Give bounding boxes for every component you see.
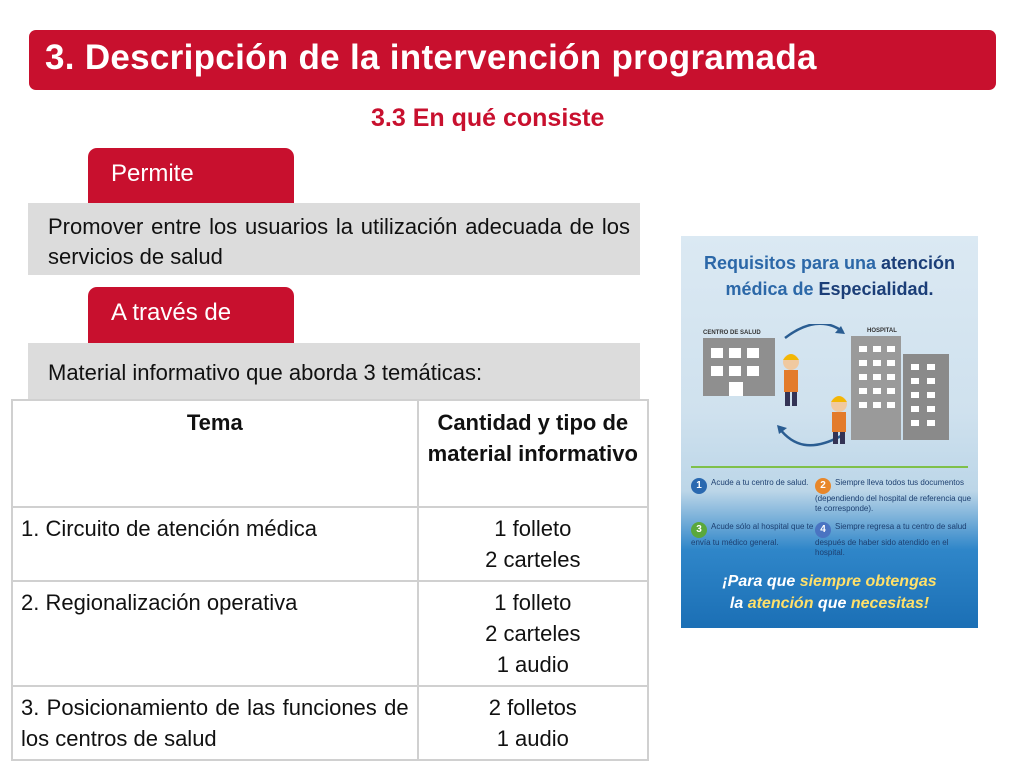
step-number: 2 — [815, 478, 831, 494]
poster-step — [815, 478, 973, 514]
header-material: Cantidad y tipo de material informativo — [418, 400, 648, 507]
material-item: 2 carteles — [485, 547, 581, 572]
health-center-building-icon — [703, 338, 775, 396]
footer-emphasis: siempre obtengas — [799, 573, 937, 590]
header-tema: Tema — [12, 400, 418, 507]
traves-box — [28, 343, 640, 401]
footer-text: que — [813, 595, 851, 612]
poster-step — [815, 522, 973, 558]
poster-label-hospital: HOSPITAL — [867, 328, 897, 334]
poster-title — [681, 250, 978, 302]
material-item: 1 audio — [496, 652, 569, 677]
material-item: 2 folletos — [488, 695, 577, 720]
step-text: Siempre lleva todos tus documentos (dependiendo del hospital de referencia que te corresponde). — [815, 478, 972, 513]
row-tema: 3. Posicionamiento de las funciones de los centros de salud — [12, 686, 418, 760]
poster-divider — [691, 466, 968, 468]
material-item: 1 audio — [496, 726, 569, 751]
permite-box — [28, 203, 640, 275]
table-header-row — [12, 400, 648, 507]
material-item: 2 carteles — [485, 621, 581, 646]
permite-text: Promover entre los usuarios la utilización adecuada de los servicios de salud — [48, 214, 630, 269]
permite-tab-label: Permite — [111, 160, 194, 187]
poster-step — [691, 478, 821, 494]
footer-emphasis: necesitas! — [850, 595, 930, 612]
row-material — [418, 581, 648, 686]
poster-title-text: médica de — [725, 279, 819, 299]
person-icon — [783, 354, 799, 406]
footer-emphasis: atención — [747, 595, 814, 612]
poster-title-emphasis: Especialidad. — [818, 279, 934, 299]
hospital-building-icon — [851, 336, 949, 440]
row-tema: 2. Regionalización operativa — [12, 581, 418, 686]
row-material — [418, 507, 648, 581]
footer-text: ¡Para que — [722, 573, 800, 590]
footer-text: la — [729, 595, 748, 612]
row-tema: 1. Circuito de atención médica — [12, 507, 418, 581]
traves-tab — [88, 287, 294, 343]
poster-footer — [681, 571, 978, 615]
material-item: 1 folleto — [494, 516, 572, 541]
slide-title: 3. Descripción de la intervención programada — [45, 38, 817, 77]
poster-label-centro: CENTRO DE SALUD — [703, 330, 761, 336]
arrow-left-icon — [779, 428, 841, 445]
poster-illustration — [681, 324, 978, 454]
table-row — [12, 686, 648, 760]
material-table — [11, 399, 649, 761]
material-item: 1 folleto — [494, 590, 572, 615]
traves-tab-label: A través de — [111, 299, 232, 326]
traves-text: Material informativo que aborda 3 temáticas: — [48, 360, 483, 385]
row-material — [418, 686, 648, 760]
table-row — [12, 581, 648, 686]
step-text: Acude sólo al hospital que te envía tu médico general. — [691, 522, 814, 547]
step-number: 1 — [691, 478, 707, 494]
step-number: 3 — [691, 522, 707, 538]
slide-subtitle: 3.3 En qué consiste — [371, 104, 605, 132]
poster-image — [681, 236, 978, 628]
poster-title-text: Requisitos para una — [703, 253, 882, 273]
poster-title-emphasis: atención — [881, 253, 956, 273]
permite-tab — [88, 148, 294, 204]
table-row — [12, 507, 648, 581]
arrow-right-icon — [785, 324, 843, 338]
step-number: 4 — [815, 522, 831, 538]
slide-title-bar — [29, 30, 996, 90]
step-text: Siempre regresa a tu centro de salud después de haber sido atendido en el hospital. — [815, 522, 967, 557]
poster-step — [691, 522, 819, 548]
step-text: Acude a tu centro de salud. — [711, 478, 809, 487]
